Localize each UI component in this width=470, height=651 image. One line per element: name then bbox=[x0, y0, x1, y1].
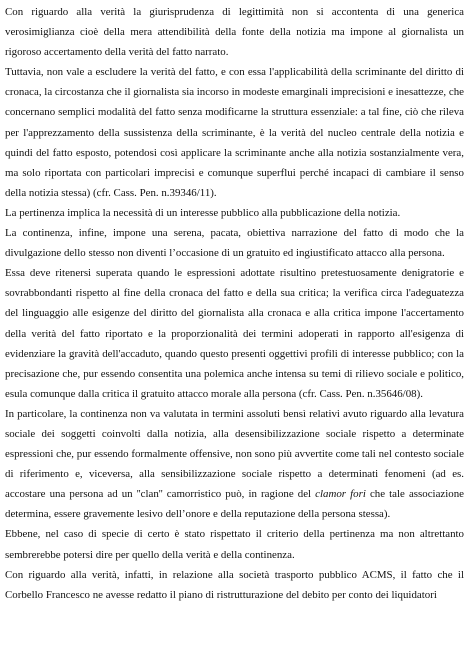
paragraph-superamento-continenza: Essa deve ritenersi superata quando le espressioni adottate risultino pretestuosamente denigratorie e sovrabbondanti rispetto al fine della cronaca del fatto e della sua critica; la verifica circa l'adeguatezza del linguaggio alle esigenze del diritto del giornalista alla cronaca e alla critica impone l'accertamento della verità del fatto riportato e la proporzionalità dei termini adoperati in rapporto all'esigenza di evidenziare la gravità dell'accaduto, quando questo presenti oggettivi profili di interesse pubblico; con la precisazione che, pur essendo consentita una polemica anche intensa su temi di rilievo sociale e politico, esula comunque dalla critica il gratuito attacco morale alla persona (cfr. Cass. Pen. n.35646/08). bbox=[5, 267, 464, 400]
paragraph-acms: Con riguardo alla verità, infatti, in relazione alla società trasporto pubblico ACMS, il fatto che il Corbello Francesco ne avesse redatto il piano di ristrutturazione del debito per conto dei liquidatori bbox=[5, 568, 464, 601]
paragraph-pertinenza: La pertinenza implica la necessità di un interesse pubblico alla pubblicazione della notizia. bbox=[5, 206, 401, 219]
paragraph-tuttavia-verita: Tuttavia, non vale a escludere la verità del fatto, e con essa l'applicabilità della scriminante del diritto di cronaca, la circostanza che il giornalista sia incorso in modeste emarginali imprecisioni e inesattezze, che concernano semplici modalità del fatto senza modificarne la struttura essenziale: a tal fine, ciò che rileva per l'apprezzamento della sussistenza della scriminante, è la verità del nucleo centrale della notizia e quindi del fatto esposto, potendosi così applicare la scriminante anche alla notizia sostanzialmente vera, ma solo riportata con particolari imprecisi e comunque superflui perché incapaci di cambiare il senso della notizia stessa) (cfr. Cass. Pen. n.39346/11). bbox=[5, 66, 464, 199]
paragraph-verita-giurisprudenza: Con riguardo alla verità la giurisprudenza di legittimità non si accontenta di una generica verosimiglianza cioè della mera attendibilità della fonte della notizia ma impone al giornalista un rigoroso accertamento della verità del fatto narrato. bbox=[5, 6, 464, 59]
paragraph-continenza: La continenza, infine, impone una serena, pacata, obiettiva narrazione del fatto di modo che la divulgazione dello stesso non diventi l’occasione di un gratuito ed ingiustificato attacco alla persona. bbox=[5, 227, 464, 260]
document-body bbox=[5, 2, 464, 605]
paragraph-in-particolare-text-before: In particolare, la continenza non va valutata in termini assoluti bensì relativi avuto riguardo alla levatura sociale dei soggetti coinvolti dalla notizia, alla desensibilizzazione sociale rispetto a determinate espressioni che, pur essendo formalmente offensive, non sono più avvertite come tali nel contesto sociale di riferimento e, viceversa, alla sensibilizzazione sociale rispetto a determinati fenomeni (ad es. accostare una persona ad un ''clan'' camorristico può, in ragione del bbox=[5, 407, 464, 501]
paragraph-in-particolare bbox=[5, 404, 464, 525]
paragraph-ebbene: Ebbene, nel caso di specie di certo è stato rispettato il criterio della pertinenza ma non altrettanto sembrerebbe potersi dire per quello della verità e della continenza. bbox=[5, 528, 464, 561]
paragraph-in-particolare-italic: clamor fori bbox=[315, 488, 366, 501]
paragraph-in-particolare-text-after: che tale associazione determina, essere gravemente lesivo dell’onore e della reputazione della persona stessa). bbox=[5, 488, 464, 521]
